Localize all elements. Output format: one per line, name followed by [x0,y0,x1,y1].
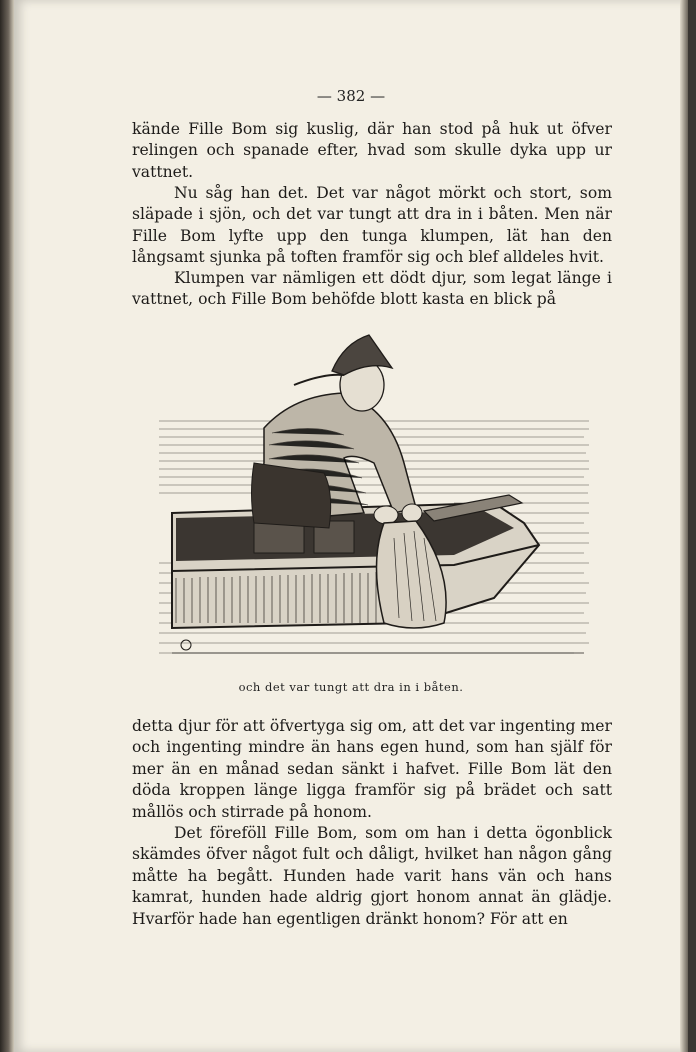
boat-illustration [154,323,594,663]
paragraph-1: kände Fille Bom sig kuslig, där han stod på huk ut öfver relingen och spanade efter, hvad som skulle dyka upp ur vattnet. [132,120,612,181]
book-page [14,0,688,1052]
illustration-caption: och det var tungt att dra in i båten. [238,680,464,694]
paragraph-5-text: Det föreföll Fille Bom, som om han i detta ögonblick skämdes öfver något fult och dåligt, hvilket han någon gång måtte ha begått. Hunden hade varit hans vän och hans kamrat, hunden hade aldrig gjort honom annat än glädje. Hvarför hade han egentligen dränkt honom? För att en [132,824,612,928]
paragraph-2 [132,183,612,269]
paragraph-3 [132,268,612,311]
book-spine [0,0,14,1052]
paragraph-5 [132,823,612,930]
paragraph-3-text: Klumpen var nämligen ett dödt djur, som legat länge i vattnet, och Fille Bom behöfde blott kasta en blick på [132,269,612,309]
paragraph-2-text: Nu såg han det. Det var något mörkt och stort, som släpade i sjön, och det var tungt att dra in i båten. Men när Fille Bom lyfte upp den tunga klumpen, lät han den långsamt sjunka på toften framför sig och blef alldeles hvit. [132,184,612,267]
page-edge [680,0,688,1052]
paragraph-4: detta djur för att öfvertyga sig om, att det var ingenting mer och ingenting mindre än hans egen hund, som han själf för mer än en månad sedan sänkt i hafvet. Fille Bom lät den döda kroppen länge ligga framför sig på brädet och satt mållös och stirrade på honom. [132,717,612,821]
page-number: — 382 — [316,87,386,105]
